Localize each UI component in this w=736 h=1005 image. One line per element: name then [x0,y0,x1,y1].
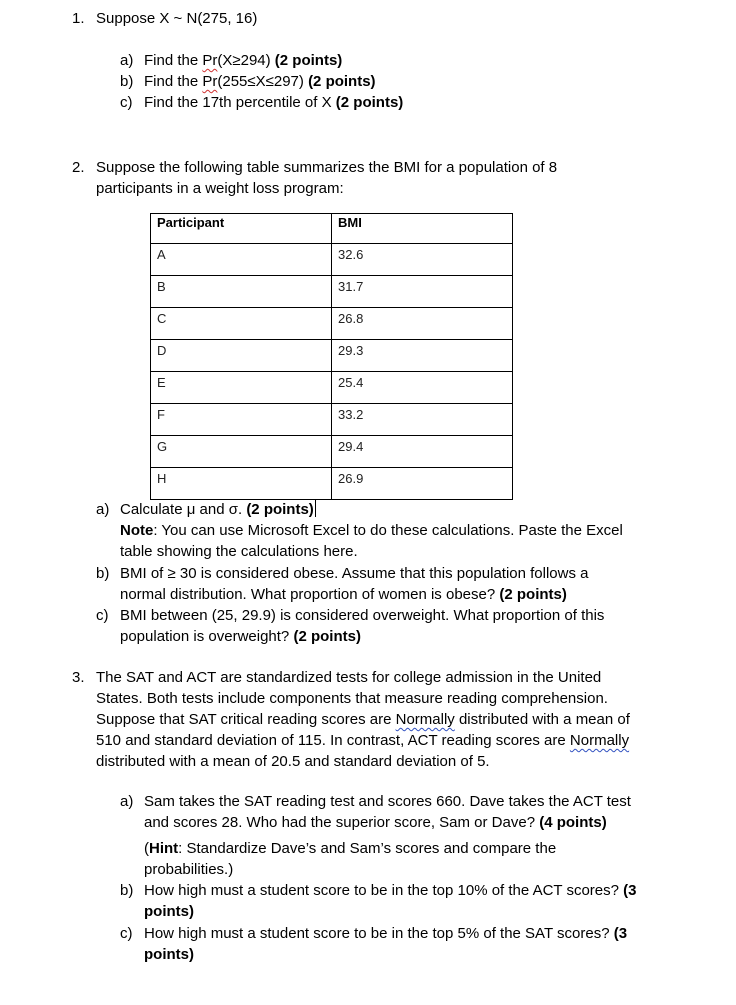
participant-cell: E [151,372,332,404]
bmi-cell: 29.3 [332,340,513,372]
q2b-line2: normal distribution. What proportion of women is obese? (2 points) [120,586,567,603]
participant-cell: B [151,276,332,308]
table-header-row [151,214,513,244]
q2-number: 2. [72,159,85,176]
text-cursor [315,500,316,517]
q2a-label: a) [96,501,110,518]
participant-cell: F [151,404,332,436]
table-row [151,372,513,404]
q2a-note-line2: table showing the calculations here. [120,543,358,560]
q3c-label: c) [120,925,133,942]
q1-prompt: Suppose X ~ N(275, 16) [96,10,258,27]
table-row [151,308,513,340]
participant-cell: G [151,436,332,468]
bmi-table [150,213,513,500]
bmi-cell: 29.4 [332,436,513,468]
participant-cell: A [151,244,332,276]
q3a-hint-line2: probabilities.) [144,861,234,878]
bmi-cell: 33.2 [332,404,513,436]
q1a-label: a) [120,52,134,69]
table-row [151,340,513,372]
q2c-line1: BMI between (25, 29.9) is considered overweight. What proportion of this [120,607,605,624]
q3-line5: distributed with a mean of 20.5 and standard deviation of 5. [96,753,490,770]
q3b-line1: How high must a student score to be in the top 10% of the ACT scores? (3 [144,882,637,899]
q2-prompt-line2: participants in a weight loss program: [96,180,344,197]
participant-cell: D [151,340,332,372]
q3a-line2: and scores 28. Who had the superior score, Sam or Dave? (4 points) [144,814,607,831]
q1c-label: c) [120,94,133,111]
q1b-text: Find the Pr(255≤X≤297) (2 points) [144,73,376,90]
q3-line3: Suppose that SAT critical reading scores are Normally distributed with a mean of [96,711,630,728]
q2a-note-line1: Note: You can use Microsoft Excel to do these calculations. Paste the Excel [120,522,623,539]
q2a-text[interactable]: Calculate μ and σ. (2 points) [120,501,314,518]
q3c-points-line2: points) [144,946,194,963]
q3c-line1: How high must a student score to be in the top 5% of the SAT scores? (3 [144,925,628,942]
bmi-cell: 26.9 [332,468,513,500]
q1c-text: Find the 17th percentile of X (2 points) [144,94,404,111]
bmi-cell: 25.4 [332,372,513,404]
bmi-cell: 32.6 [332,244,513,276]
q3-line2: States. Both tests include components that measure reading comprehension. [96,690,608,707]
q3a-line1: Sam takes the SAT reading test and scores 660. Dave takes the ACT test [144,793,631,810]
q3b-points-line2: points) [144,903,194,920]
bmi-cell: 31.7 [332,276,513,308]
table-row [151,404,513,436]
table-row [151,468,513,500]
header-bmi: BMI [332,214,513,244]
table-row [151,244,513,276]
q2b-line1: BMI of ≥ 30 is considered obese. Assume that this population follows a [120,565,589,582]
q3a-label: a) [120,793,134,810]
q2c-line2: population is overweight? (2 points) [120,628,361,645]
q3-line1: The SAT and ACT are standardized tests for college admission in the United [96,669,602,686]
q3b-label: b) [120,882,134,899]
q3a-hint-line1: (Hint: Standardize Dave’s and Sam’s scores and compare the [144,840,557,857]
participant-cell: C [151,308,332,340]
q3-number: 3. [72,669,85,686]
bmi-cell: 26.8 [332,308,513,340]
q1a-text: Find the Pr(X≥294) (2 points) [144,52,343,69]
q2c-label: c) [96,607,109,624]
q2-prompt-line1: Suppose the following table summarizes the BMI for a population of 8 [96,159,558,176]
q2b-label: b) [96,565,110,582]
q1-number: 1. [72,10,85,27]
header-participant: Participant [151,214,332,244]
participant-cell: H [151,468,332,500]
q1b-label: b) [120,73,134,90]
table-row [151,276,513,308]
q3-line4: 510 and standard deviation of 115. In contrast, ACT reading scores are Normally [96,732,630,749]
table-row [151,436,513,468]
